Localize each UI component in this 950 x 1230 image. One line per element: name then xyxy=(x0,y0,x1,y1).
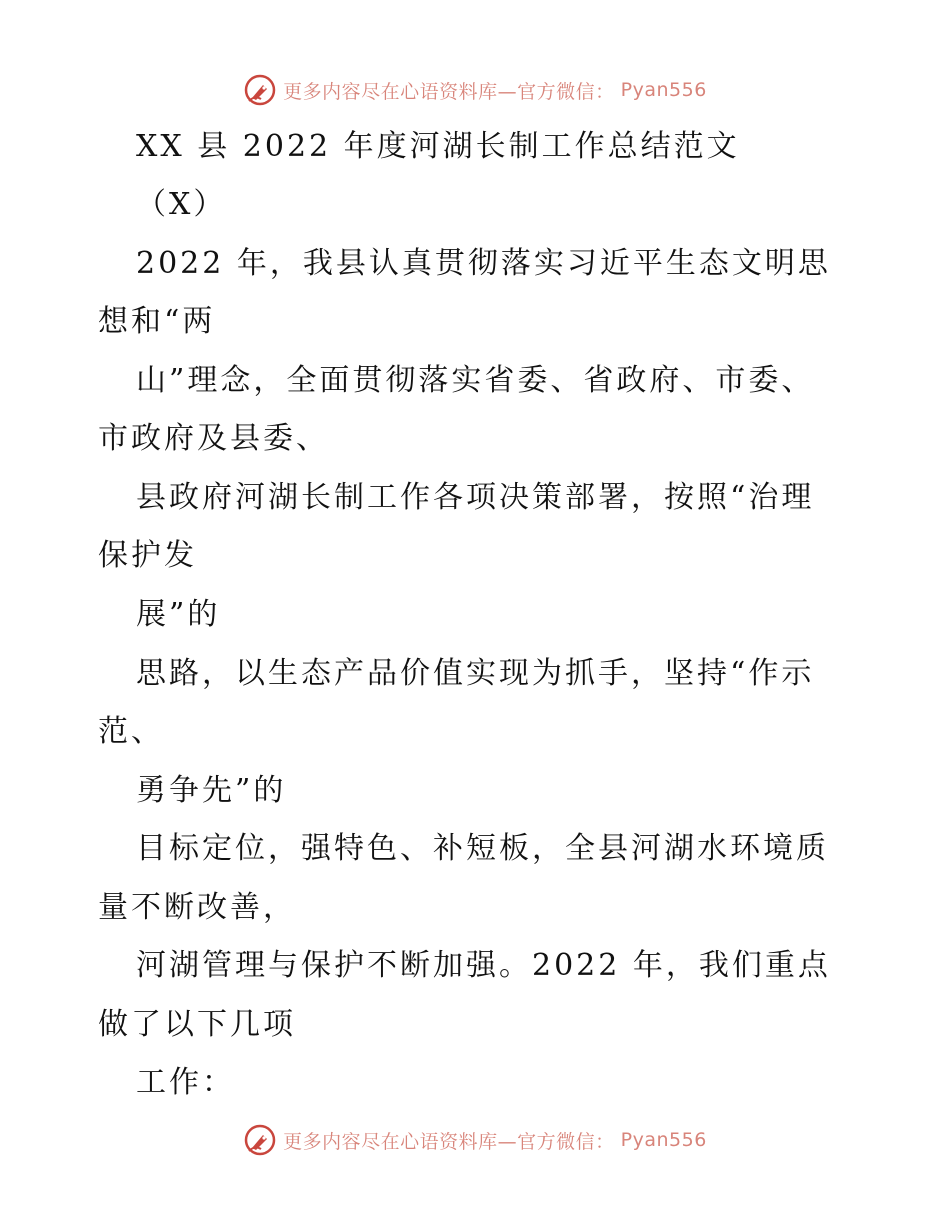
watermark-text: 更多内容尽在心语资料库—官方微信： xyxy=(283,80,615,103)
paragraph-line: 山”理念，全面贯彻落实省委、省政府、市委、 xyxy=(136,363,815,398)
paragraph-line: 县政府河湖长制工作各项决策部署，按照“治理 xyxy=(136,480,815,515)
paragraph-line: 展”的 xyxy=(136,597,221,632)
watermark-text: 更多内容尽在心语资料库—官方微信： xyxy=(283,1130,615,1153)
document-subtitle: （X） xyxy=(136,187,227,222)
paragraph-line: 勇争先”的 xyxy=(136,773,287,808)
paragraph-line: 目标定位，强特色、补短板，全县河湖水环境质 xyxy=(136,831,829,866)
document-title: XX 县 2022 年度河湖长制工作总结范文 xyxy=(136,129,740,164)
header-watermark xyxy=(0,70,950,110)
paragraph-line: 量不断改善， xyxy=(98,890,296,925)
paragraph-line: 河湖管理与保护不断加强。2022 年，我们重点 xyxy=(136,948,831,983)
paragraph-line: 做了以下几项 xyxy=(98,1007,296,1042)
paragraph-line: 市政府及县委、 xyxy=(98,421,329,456)
pen-nib-logo-icon xyxy=(243,73,277,107)
paragraph-line: 范、 xyxy=(98,714,164,749)
paragraph-line: 保护发 xyxy=(98,538,197,573)
paragraph-line: 想和“两 xyxy=(98,304,216,339)
paragraph-line: 思路，以生态产品价值实现为抓手，坚持“作示 xyxy=(136,656,815,691)
watermark-handle: Pyan556 xyxy=(620,1129,707,1151)
paragraph-line: 2022 年，我县认真贯彻落实习近平生态文明思 xyxy=(136,246,831,281)
watermark-handle: Pyan556 xyxy=(620,79,707,101)
footer-watermark xyxy=(0,1120,950,1160)
watermark-content xyxy=(243,73,707,107)
pen-nib-logo-icon xyxy=(243,1123,277,1157)
watermark-content xyxy=(243,1123,707,1157)
paragraph-line: 工作： xyxy=(136,1065,235,1100)
